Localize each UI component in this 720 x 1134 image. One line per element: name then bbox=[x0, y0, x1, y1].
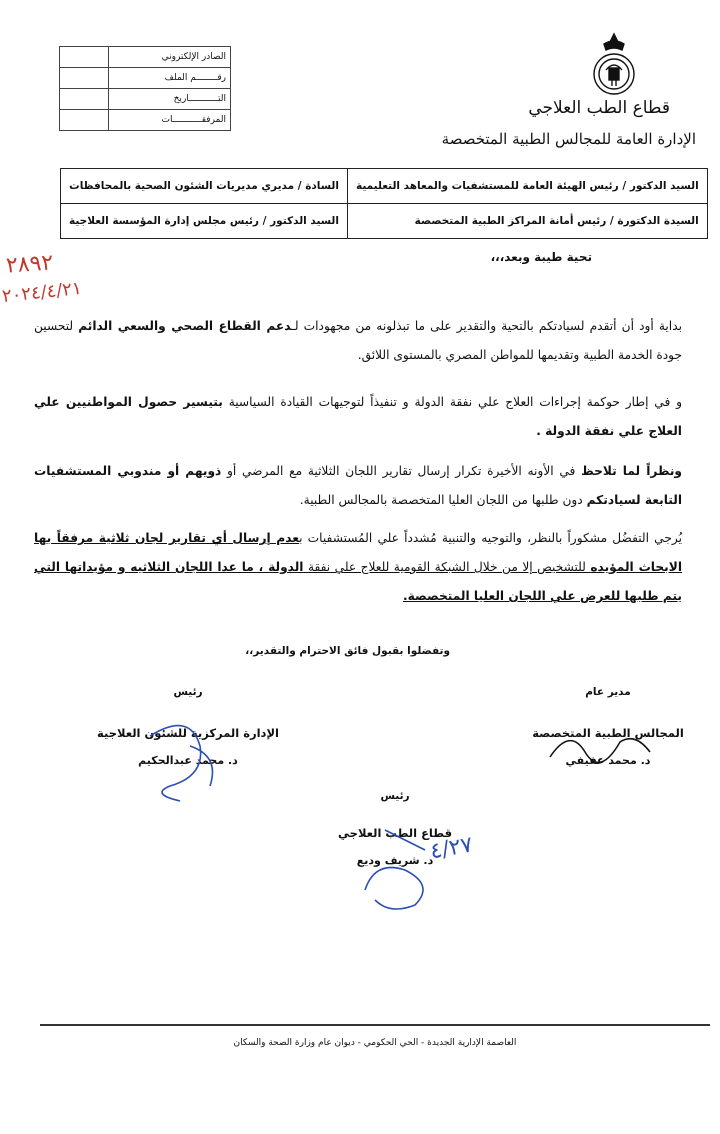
p3-bold: ذويهم أو مندوبي المستشفيات التابعة لسيادتكم bbox=[34, 464, 682, 507]
addressee-curative-organization: السيد الدكتور / رئيس مجلس إدارة المؤسسة العلاجية bbox=[61, 204, 348, 239]
signature-scribble-icon bbox=[130, 716, 240, 806]
footer-address: العاصمة الإدارية الجديدة - الحي الحكومي - ديوان عام وزارة الصحة والسكان bbox=[233, 1038, 517, 1048]
body-paragraph-4 bbox=[34, 524, 682, 611]
ref-value bbox=[60, 68, 109, 89]
p1-bold: دعم القطاع الصحي والسعي الدائم bbox=[78, 319, 292, 333]
ref-label-outgoing: الصادر الإلكتروني bbox=[109, 47, 231, 68]
signature-name: د. شريف وديع bbox=[356, 854, 434, 867]
p4-bold-underlined-end: الدولة ، ما عدا اللجان الثلاثيه و مؤيداتها التي يتم طلبها للعرض علي اللجان العليا المتخصصة. bbox=[34, 560, 682, 603]
p1-text-end: لتحسين جودة الخدمة الطبية وتقديمها للمواطن المصري بالمستوى اللائق. bbox=[34, 319, 682, 362]
addressee-health-directorates: السادة / مديري مديريات الشئون الصحية بالمحافظات bbox=[61, 169, 348, 204]
incoming-date: ٢٠٢٤/٤/٢١ bbox=[1, 277, 83, 308]
addressee-specialized-centers: السيدة الدكتورة / رئيس أمانة المراكز الطبية المتخصصة bbox=[347, 204, 707, 239]
greeting: تحية طيبة وبعد،،، bbox=[490, 250, 592, 264]
incoming-number: ٢٨٩٢ bbox=[5, 250, 55, 279]
p2-text: و في إطار حوكمة إجراءات العلاج علي نفقة الدولة و تنفيذاً لتوجيهات القيادة السياسية bbox=[222, 395, 683, 409]
incoming-number-handwritten bbox=[0, 252, 120, 312]
reference-table bbox=[59, 46, 231, 131]
ref-label-file-number: رقــــــــم الملف bbox=[109, 68, 231, 89]
p3-text: في الأونه الأخيرة تكرار إرسال تقارير اللجان الثلاثية مع المرضي أو bbox=[221, 464, 582, 478]
signature-title: رئيس bbox=[173, 686, 203, 698]
body-paragraph-3 bbox=[34, 457, 682, 515]
p3-text-end: دون طلبها من اللجان العليا المتخصصة بالمجالس الطبية. bbox=[299, 493, 587, 507]
addressee-table bbox=[60, 168, 708, 239]
ref-label-date: التـــــــــــاريخ bbox=[109, 89, 231, 110]
letterhead-sector: قطاع الطب العلاجي bbox=[528, 98, 670, 118]
signature-org: المجالس الطبية المتخصصة bbox=[532, 726, 684, 740]
signature-name: د. محمد عفيفي bbox=[565, 754, 651, 767]
body-paragraph-2 bbox=[34, 388, 682, 446]
signature-title: رئيس bbox=[380, 790, 410, 802]
ref-value bbox=[60, 89, 109, 110]
p2-bold: بتيسير حصول المواطنيين علي العلاج علي نفقة الدولة . bbox=[34, 395, 682, 438]
p1-text: بداية أود أن أتقدم لسيادتكم بالتحية والتقدير على ما تبذلونه من مجهودات لـ bbox=[291, 319, 682, 333]
letterhead-department: الإدارة العامة للمجالس الطبية المتخصصة bbox=[441, 130, 696, 148]
p3-bold-start: ونظراً لما تلاحظ bbox=[581, 464, 682, 478]
signature-org: الإدارة المركزية للشئون العلاجية bbox=[97, 726, 279, 740]
signature-scribble-icon bbox=[540, 722, 660, 772]
footer-divider bbox=[40, 1024, 710, 1026]
signature-date-note: ٤/٢٧ bbox=[428, 832, 475, 865]
p4-text: يُرجي التفضُل مشكوراً بالنظر، والتوجيه والتنبية مُشدداً علي المُستشفيات ب bbox=[299, 531, 682, 545]
signature-name: د. محمد عبدالحكيم bbox=[138, 754, 238, 767]
closing-line: وتفضلوا بقبول فائق الاحترام والتقدير،، bbox=[245, 645, 450, 657]
signature-org: قطاع الطب العلاجي bbox=[338, 826, 452, 840]
signature-title: مدير عام bbox=[585, 686, 631, 698]
signature-scribble-icon bbox=[355, 810, 485, 920]
addressee-hospitals-authority: السيد الدكتور / رئيس الهيئة العامة للمستشفيات والمعاهد التعليمية bbox=[347, 169, 707, 204]
ref-value bbox=[60, 47, 109, 68]
body-paragraph-1 bbox=[34, 312, 682, 370]
ref-value bbox=[60, 110, 109, 131]
p4-underlined: للتشخيص إلا من خلال الشبكة القومية للعلاج علي نفقة bbox=[303, 560, 591, 574]
ref-label-attachments: المرفقـــــــــــات bbox=[109, 110, 231, 131]
p4-bold-underlined: عدم إرسال أي تقارير لجان ثلاثية مرفقاً بها الابحاث المؤيده bbox=[34, 531, 682, 574]
